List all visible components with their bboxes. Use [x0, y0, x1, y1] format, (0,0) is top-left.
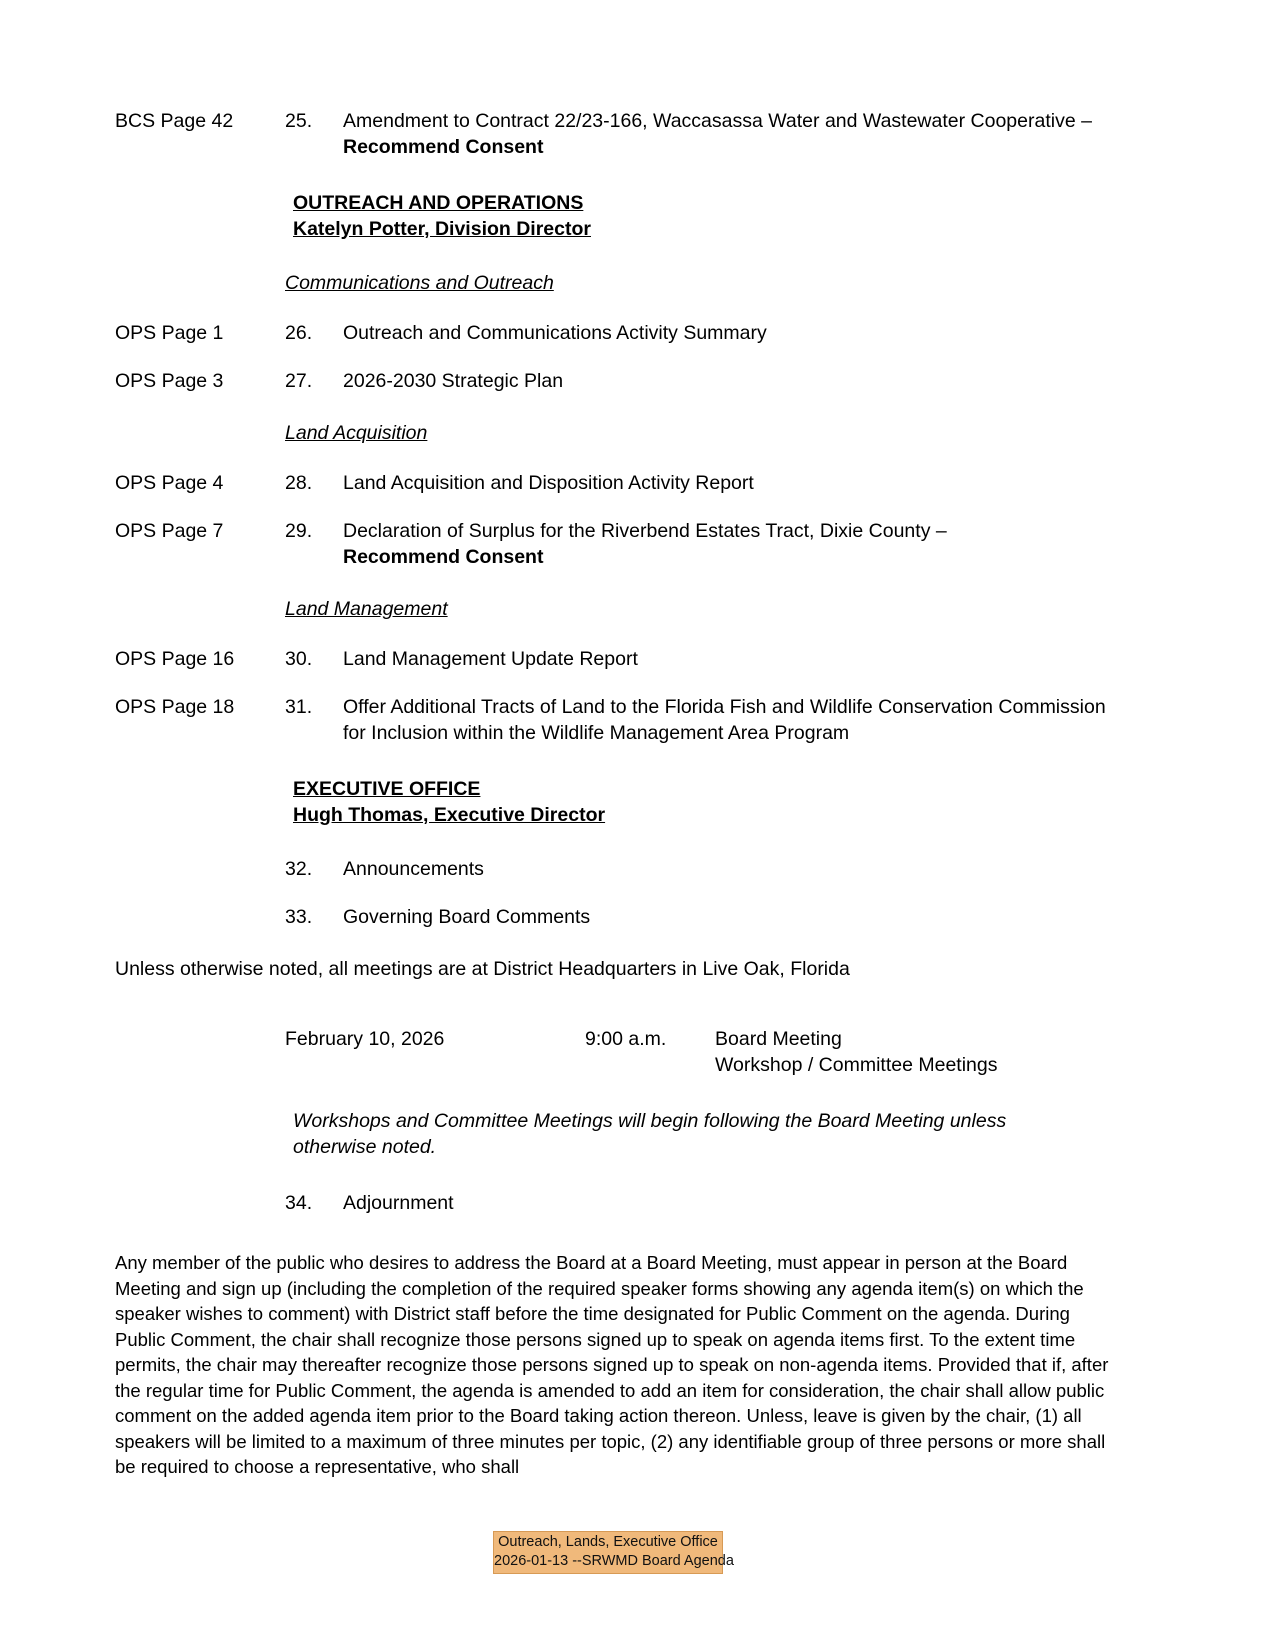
item-title-text: Declaration of Surplus for the Riverbend Estates Tract, Dixie County – — [343, 520, 947, 542]
footer-stamp-line1: Outreach, Lands, Executive Office — [498, 1534, 718, 1550]
item-number: 26. — [285, 322, 313, 344]
section-heading-line1: OUTREACH AND OPERATIONS — [293, 192, 584, 214]
item-number: 31. — [285, 696, 313, 718]
item-title: Land Acquisition and Disposition Activity Report — [343, 472, 754, 494]
item-page-ref: OPS Page 18 — [115, 696, 235, 718]
item-title-text: Amendment to Contract 22/23-166, Waccasassa Water and Wastewater Cooperative – — [343, 110, 1092, 132]
item-number: 29. — [285, 520, 313, 542]
item-number: 25. — [285, 110, 313, 132]
agenda-item-30 — [115, 646, 1125, 672]
item-number: 30. — [285, 648, 313, 670]
item-title: Governing Board Comments — [343, 906, 591, 928]
item-recommendation: Recommend Consent — [343, 136, 544, 158]
item-page-ref: OPS Page 7 — [115, 520, 224, 542]
item-title: Outreach and Communications Activity Summary — [343, 322, 767, 344]
document-content — [115, 108, 1125, 1480]
item-number: 27. — [285, 370, 313, 392]
workshop-note: Workshops and Committee Meetings will begin following the Board Meeting unless otherwise noted. — [293, 1110, 1007, 1158]
agenda-item-31 — [115, 694, 1125, 746]
agenda-item-27 — [115, 368, 1125, 394]
item-number: 28. — [285, 472, 313, 494]
item-title: Announcements — [343, 858, 484, 880]
agenda-item-28 — [115, 470, 1125, 496]
section-outreach-and-operations — [115, 190, 1125, 242]
agenda-item-29 — [115, 518, 1125, 570]
agenda-item-25 — [115, 108, 1125, 160]
item-page-ref: BCS Page 42 — [115, 110, 234, 132]
item-page-ref: OPS Page 3 — [115, 370, 224, 392]
agenda-item-33 — [115, 904, 1125, 930]
item-page-ref: OPS Page 1 — [115, 322, 224, 344]
meeting-description — [715, 1026, 1125, 1078]
item-title: 2026-2030 Strategic Plan — [343, 370, 564, 392]
section-heading-line1: EXECUTIVE OFFICE — [293, 778, 481, 800]
item-number: 32. — [285, 858, 313, 880]
item-title: Adjournment — [343, 1192, 454, 1214]
item-title: Offer Additional Tracts of Land to the Florida Fish and Wildlife Conservation Commission for Inclusion within the Wildlife Management Area Program — [343, 696, 1106, 744]
item-page-ref: OPS Page 16 — [115, 648, 235, 670]
item-page-ref: OPS Page 4 — [115, 472, 224, 494]
item-title — [343, 108, 1125, 160]
subsection-communications-and-outreach: Communications and Outreach — [285, 272, 554, 294]
subsection-land-management: Land Management — [285, 598, 448, 620]
meeting-description-line1: Board Meeting — [715, 1028, 842, 1050]
item-recommendation: Recommend Consent — [343, 546, 544, 568]
footer-stamp — [493, 1531, 734, 1574]
public-comment-paragraph: Any member of the public who desires to address the Board at a Board Meeting, must appear in person at the Board Meeting and sign up (including the completion of the required speaker forms showing any agenda item(s) on which the speaker wishes to comment) with District staff before the time designated for Public Comment on the agenda. During Public Comment, the chair shall recognize those persons signed up to speak on agenda items first. To the extent time permits, the chair may thereafter recognize those persons signed up to speak on non-agenda items. Provided that if, after the regular time for Public Comment, the agenda is amended to add an item for consideration, the chair shall allow public comment on the added agenda item prior to the Board taking action thereon. Unless, leave is given by the chair, (1) all speakers will be limited to a maximum of three minutes per topic, (2) any identifiable group of three persons or more shall be required to choose a representative, who shall — [115, 1252, 1109, 1477]
section-heading-line2: Katelyn Potter, Division Director — [293, 218, 591, 240]
item-title — [343, 518, 1125, 570]
agenda-item-26 — [115, 320, 1125, 346]
section-heading-line2: Hugh Thomas, Executive Director — [293, 804, 606, 826]
item-title: Land Management Update Report — [343, 648, 638, 670]
section-executive-office — [115, 776, 1125, 828]
meeting-date: February 10, 2026 — [285, 1028, 445, 1050]
agenda-item-34 — [115, 1190, 1125, 1216]
meeting-location-note: Unless otherwise noted, all meetings are at District Headquarters in Live Oak, Florida — [115, 958, 850, 980]
item-number: 33. — [285, 906, 313, 928]
subsection-land-acquisition: Land Acquisition — [285, 422, 428, 444]
upcoming-meeting-row — [285, 1026, 1125, 1078]
meeting-description-line2: Workshop / Committee Meetings — [715, 1054, 998, 1076]
meeting-time: 9:00 a.m. — [585, 1028, 667, 1050]
footer-stamp-line2: 2026-01-13 --SRWMD Board Agenda — [494, 1553, 734, 1569]
item-number: 34. — [285, 1192, 313, 1214]
agenda-item-32 — [115, 856, 1125, 882]
